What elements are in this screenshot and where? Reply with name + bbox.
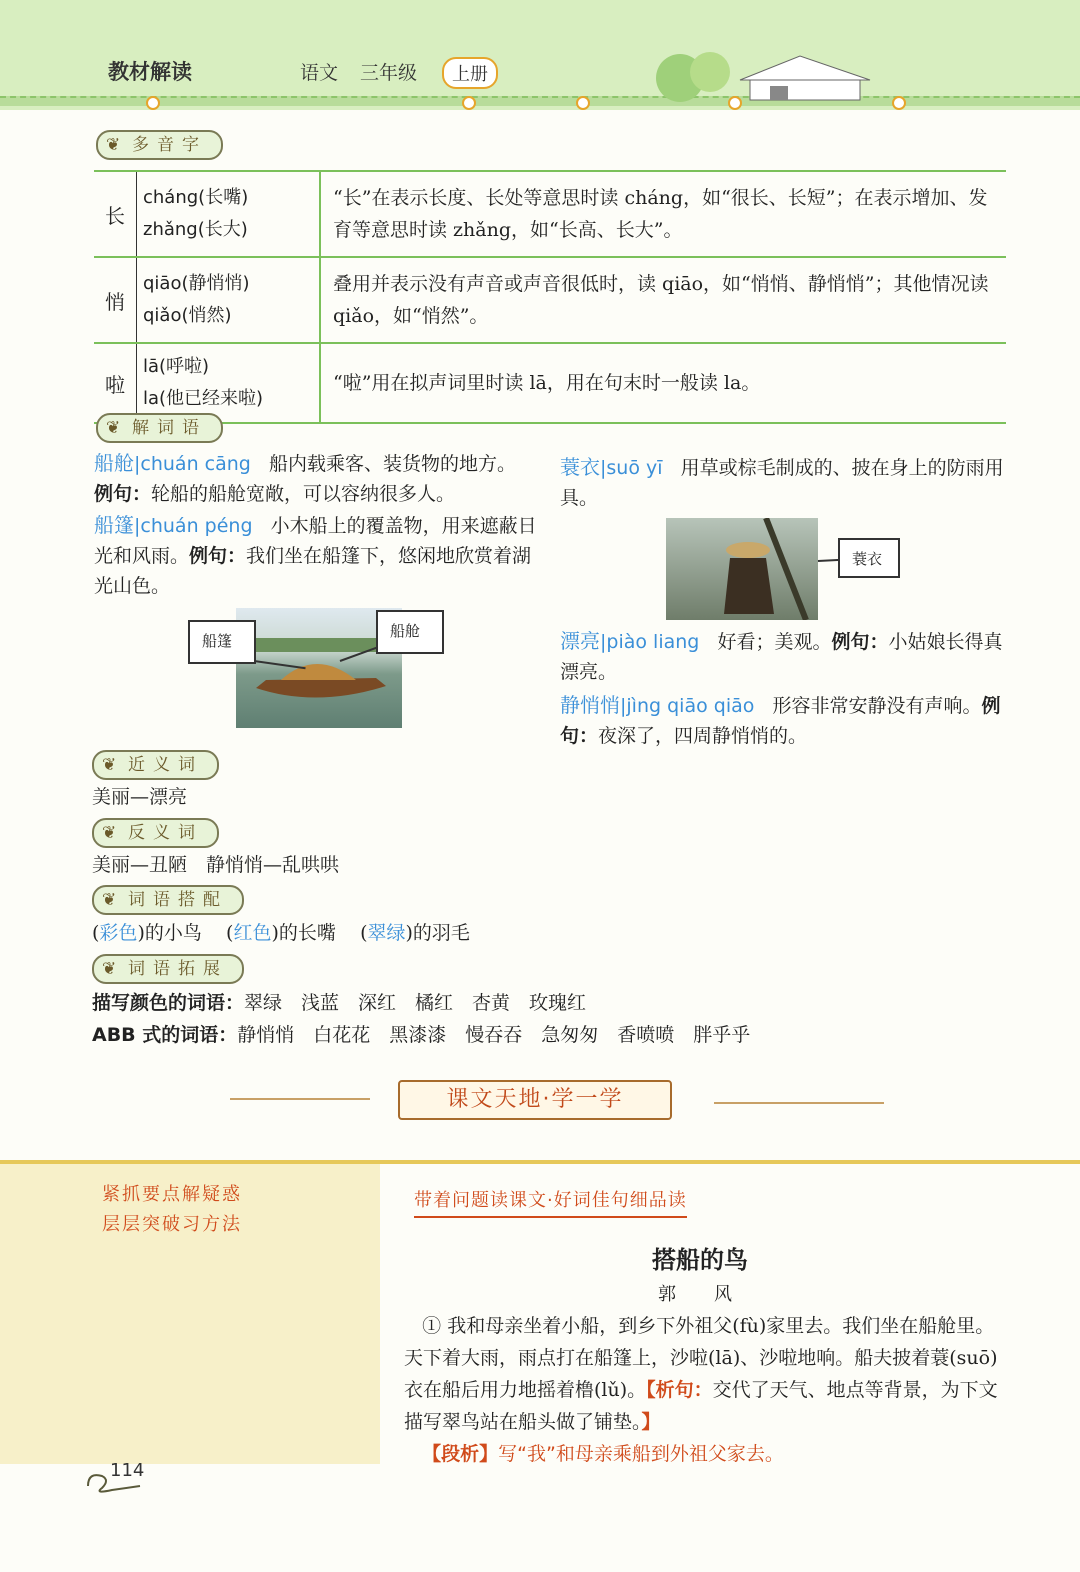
header-dot: [462, 96, 476, 110]
vocab-example: 夜深了，四周静悄悄的。: [598, 725, 808, 747]
divider-line: [714, 1102, 884, 1104]
polyphone-char: 长: [94, 171, 137, 257]
collocation-word: 彩色: [99, 922, 138, 944]
header-volume: 上册: [442, 57, 498, 89]
page-number: 114: [110, 1460, 145, 1481]
polyphone-char: 啦: [94, 343, 137, 423]
vocab-meaning: 小木船上的覆盖物，用来遮蔽日光和风雨。: [94, 515, 537, 567]
example-label: 例句：: [560, 695, 1001, 747]
pronunciations: [137, 171, 321, 257]
vocab-meaning: 用草或棕毛制成的、披在身上的防雨用具。: [560, 457, 1004, 509]
expansion-label: 描写颜色的词语：: [92, 992, 245, 1014]
vocab-pinyin: chuán péng: [140, 515, 253, 537]
analysis-end: 】: [641, 1411, 661, 1433]
collocation-rest: 的小鸟: [144, 922, 202, 944]
pronunciations: [137, 257, 321, 343]
paragraph-number: ①: [422, 1315, 442, 1337]
vocab-term: 船舱: [94, 451, 134, 475]
collocation-word: 翠绿: [367, 922, 406, 944]
raincoat-photo: [666, 518, 818, 620]
vocab-meaning: 形容非常安静没有声响。: [772, 695, 982, 717]
expansion-words: 翠绿 浅蓝 深红 橘红 杏黄 玫瑰红: [244, 992, 587, 1014]
lesson-author: 郭 风: [658, 1284, 742, 1305]
vocab-entry: 船舱|chuán cāng 船内载乘客、装货物的地方。 例句：轮船的船舱宽敞，可以容纳很多人。: [94, 451, 516, 505]
section-label-polyphone: ❦ 多音字: [96, 130, 223, 160]
vocab-example: 小姑娘长得真漂亮。: [560, 631, 1003, 683]
paragraph-analysis-text: 写“我”和母亲乘船到外祖父家去。: [498, 1443, 784, 1465]
vocab-term: 漂亮: [560, 629, 600, 653]
table-row: [94, 171, 1006, 257]
analysis-label: 【析句：: [646, 1379, 713, 1401]
vocab-meaning: 船内载乘客、装货物的地方。: [268, 453, 516, 475]
pron-2: zhǎng(长大): [143, 219, 248, 240]
vocab-pinyin: piào liang: [606, 631, 700, 653]
polyphone-table: [94, 170, 1006, 424]
left-tag-line2: 层层突破习方法: [102, 1214, 242, 1235]
expansion-abb: [92, 1020, 992, 1050]
pron-1: qiāo(静悄悄): [143, 273, 250, 294]
callout-raincoat: 蓑衣: [838, 538, 900, 578]
paragraph-text: 我和母亲坐着小船，到乡下外祖父(fù)家里去。我们坐在船舱里。天下着大雨，雨点打在船篷上，沙啦(lā)、沙啦地响。船夫披着蓑(suō)衣在船后用力地摇着橹(lǔ)。: [404, 1315, 998, 1401]
polyphone-explain: “啦”用在拟声词里时读 lā，用在句末时一般读 la。: [320, 343, 1006, 423]
vocab-term: 蓑衣: [560, 455, 600, 479]
collocation-line: (彩色)的小鸟 (红色)的长嘴 (翠绿)的羽毛: [92, 922, 470, 944]
vocab-pinyin: suō yī: [606, 457, 663, 479]
pron-2: qiǎo(悄然): [143, 305, 232, 326]
table-row: [94, 257, 1006, 343]
callout-line: [818, 559, 840, 562]
notes-column: [0, 1164, 380, 1464]
header-grade: 三年级: [360, 62, 418, 84]
polyphone-explain: “长”在表示长度、长处等意思时读 cháng，如“很长、长短”；在表示增加、发育等意思时读 zhǎng，如“长高、长大”。: [320, 171, 1006, 257]
header-dot: [892, 96, 906, 110]
vocab-term: 静悄悄: [560, 693, 620, 717]
header-dot: [576, 96, 590, 110]
collocation-word: 红色: [233, 922, 272, 944]
vocab-entry: 静悄悄|jìng qiāo qiāo 形容非常安静没有声响。例句：夜深了，四周静悄悄的。: [560, 693, 1001, 747]
polyphone-char: 悄: [94, 257, 137, 343]
antonym-text: 美丽—丑陋 静悄悄—乱哄哄: [92, 854, 340, 876]
pronunciations: [137, 343, 321, 423]
paragraph-analysis-label: 【段析】: [422, 1443, 499, 1465]
vocab-entry: 船篷|chuán péng 小木船上的覆盖物，用来遮蔽日光和风雨。例句：我们坐在船篷下，悠闲地欣赏着湖光山色。: [94, 513, 537, 597]
callout-boat-cover: 船篷: [188, 620, 256, 664]
section-label-antonym: ❦ 反义词: [92, 818, 219, 848]
expansion-colors: [92, 988, 992, 1018]
lesson-title: 搭船的鸟: [652, 1246, 748, 1274]
lesson-paragraph: [404, 1310, 998, 1470]
section-banner: 课文天地·学一学: [398, 1080, 672, 1120]
callout-cabin: 船舱: [376, 610, 444, 654]
house-illustration: [620, 48, 880, 104]
vocab-example: 我们坐在船篷下，悠闲地欣赏着湖光山色。: [94, 545, 532, 597]
synonym-text: 美丽—漂亮: [92, 786, 188, 808]
section-label-synonym: ❦ 近义词: [92, 750, 219, 780]
left-tag-line1: 紧抓要点解疑惑: [102, 1184, 242, 1205]
vocab-meaning: 好看；美观。: [717, 631, 832, 653]
example-label: 例句：: [94, 483, 152, 505]
header-subject: 语文: [300, 62, 339, 84]
section-label-vocab: ❦ 解词语: [96, 413, 223, 443]
pron-1: cháng(长嘴): [143, 187, 249, 208]
page-header: [0, 0, 1080, 110]
vocab-entry: 漂亮|piào liang 好看；美观。例句：小姑娘长得真漂亮。: [560, 629, 1003, 683]
section-label-collocation: ❦ 词语搭配: [92, 885, 244, 915]
pron-1: lā(呼啦): [143, 356, 210, 377]
collocation-rest: 的长嘴: [278, 922, 336, 944]
divider-line: [230, 1098, 370, 1100]
example-label: 例句：: [189, 545, 247, 567]
analysis-text: 交代了天气、地点等背景，为下文描写翠鸟站在船头做了铺垫。: [404, 1379, 998, 1433]
header-title: 教材解读: [108, 60, 192, 84]
polyphone-explain: 叠用并表示没有声音或声音很低时，读 qiāo，如“悄悄、静悄悄”；其他情况读 qiǎo，如“悄然”。: [320, 257, 1006, 343]
raincoat-image: [666, 518, 818, 620]
expansion-label: ABB 式的词语：: [92, 1024, 238, 1046]
vocab-term: 船篷: [94, 513, 134, 537]
collocation-rest: 的羽毛: [412, 922, 470, 944]
vocab-pinyin: jìng qiāo qiāo: [626, 695, 755, 717]
section-label-expansion: ❦ 词语拓展: [92, 954, 244, 984]
vocab-pinyin: chuán cāng: [140, 453, 251, 475]
vocab-example: 轮船的船舱宽敞，可以容纳很多人。: [151, 483, 456, 505]
vocab-entry: 蓑衣|suō yī 用草或棕毛制成的、披在身上的防雨用具。: [560, 455, 1004, 509]
right-tag: 带着问题读课文·好词佳句细品读: [414, 1186, 687, 1218]
header-dot: [146, 96, 160, 110]
table-row: [94, 343, 1006, 423]
example-label: 例句：: [831, 631, 889, 653]
expansion-words: 静悄悄 白花花 黑漆漆 慢吞吞 急匆匆 香喷喷 胖乎乎: [237, 1024, 751, 1046]
header-band: [0, 96, 1080, 106]
pron-2: la(他已经来啦): [143, 388, 264, 409]
